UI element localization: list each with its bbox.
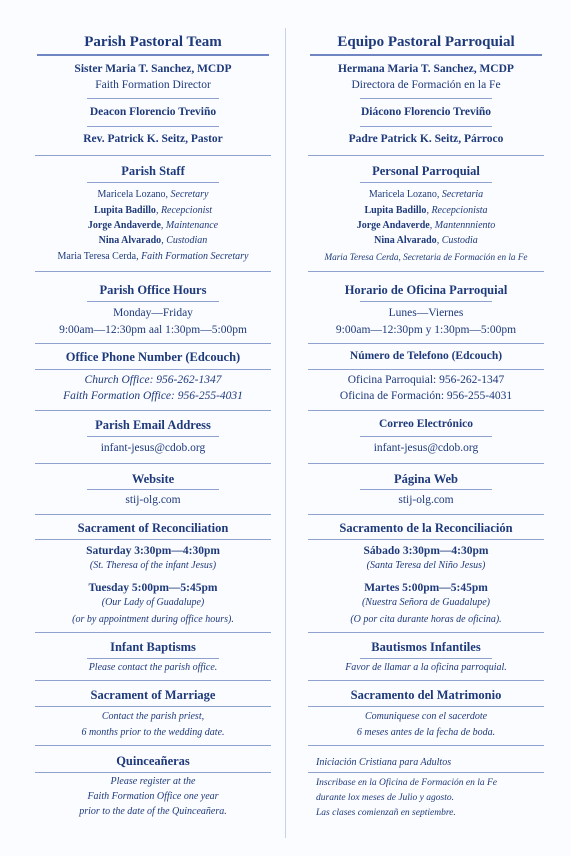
reconciliation-saturday-place: (Santa Teresa del Niño Jesus) [366, 560, 486, 571]
reconciliation-title: Sacramento de la Reconciliación [339, 521, 513, 535]
faith-formation-phone: Oficina de Formación: 956-255-4031 [339, 390, 513, 402]
adult-initiation-text-2: durante lox meses de Julio y agosto. [316, 793, 454, 803]
rule [35, 155, 271, 156]
website-url: stij-olg.com [125, 494, 181, 506]
rule [87, 182, 219, 183]
rule [308, 706, 544, 707]
rule [35, 745, 271, 746]
rule [308, 410, 544, 411]
staff-member: Maria Teresa Cerda, Faith Formation Secretary [57, 251, 249, 262]
office-hours-time: 9:00am—12:30pm y 1:30pm—5:00pm [335, 324, 517, 336]
rule [308, 539, 544, 540]
rule [87, 436, 219, 437]
rule [35, 772, 271, 773]
rule [308, 632, 544, 633]
baptisms-title: Bautismos Infantiles [371, 640, 481, 654]
marriage-text-2: 6 meses antes de la fecha de boda. [356, 727, 496, 738]
rule [35, 632, 271, 633]
email-address: infant-jesus@cdob.org [373, 442, 479, 454]
adult-initiation-text-3: Las clases comienzañ en septiembre. [316, 808, 456, 818]
rule [308, 343, 544, 344]
reconciliation-title: Sacrament of Reconciliation [77, 521, 229, 535]
rule [87, 658, 219, 659]
rule [360, 182, 492, 183]
quinceanera-title: Quinceañeras [116, 754, 190, 768]
rule [308, 514, 544, 515]
rule [360, 489, 492, 490]
quinceanera-text-2: Faith Formation Office one year [87, 791, 219, 802]
rule [35, 514, 271, 515]
quinceanera-text-3: prior to the date of the Quinceañera. [79, 806, 227, 817]
email-title: Correo Electrónico [379, 418, 473, 430]
reconciliation-appointment: (O por cita durante horas de oficina). [350, 614, 502, 625]
deacon-name: Diácono Florencio Treviño [360, 106, 492, 118]
faith-formation-phone: Faith Formation Office: 956-255-4031 [63, 390, 243, 402]
rule [308, 369, 544, 370]
rule [87, 126, 219, 127]
staff-title: Personal Parroquial [372, 164, 480, 178]
rule [87, 98, 219, 99]
rule [35, 343, 271, 344]
baptisms-text: Please contact the parish office. [88, 662, 218, 673]
director-role: Directora de Formación en la Fe [351, 79, 501, 91]
rule [35, 410, 271, 411]
phone-title: Office Phone Number (Edcouch) [65, 350, 241, 364]
staff-title: Parish Staff [121, 164, 185, 178]
rule [360, 301, 492, 302]
director-name: Hermana Maria T. Sanchez, MCDP [338, 63, 514, 75]
pastor-name: Rev. Patrick K. Seitz, Pastor [83, 133, 223, 145]
marriage-title: Sacrament of Marriage [90, 688, 216, 702]
rule [308, 271, 544, 272]
staff-member: Nina Alvarado, Custodia [374, 235, 478, 246]
staff-member: Lupita Badillo, Recepcionist [93, 205, 213, 216]
rule [308, 463, 544, 464]
office-hours-days: Monday—Friday [113, 307, 193, 319]
reconciliation-saturday-place: (St. Theresa of the infant Jesus) [89, 560, 217, 571]
baptisms-title: Infant Baptisms [110, 640, 196, 654]
staff-member: Maricela Lozano, Secretaria [368, 189, 484, 200]
rule [360, 658, 492, 659]
rule [35, 369, 271, 370]
rule [360, 436, 492, 437]
adult-initiation-text-1: Inscribase en la Oficina de Formación en la Fe [316, 778, 497, 788]
phone-title: Número de Telefono (Edcouch) [349, 350, 503, 362]
rule [308, 680, 544, 681]
staff-member: Lupita Badillo, Recepcionista [364, 205, 488, 216]
director-name: Sister Maria T. Sanchez, MCDP [74, 63, 232, 75]
website-title: Página Web [393, 472, 459, 486]
adult-initiation-title: Iniciación Cristiana para Adultos [316, 757, 452, 768]
staff-member: Jorge Andaverde, Mantennniento [356, 220, 496, 231]
rule [35, 706, 271, 707]
reconciliation-saturday: Saturday 3:30pm—4:30pm [86, 545, 220, 557]
rule [310, 54, 542, 56]
quinceanera-text-1: Please register at the [110, 776, 196, 787]
rule [308, 155, 544, 156]
rule [360, 126, 492, 127]
pastor-name: Padre Patrick K. Seitz, Párroco [348, 133, 504, 145]
email-address: infant-jesus@cdob.org [100, 442, 206, 454]
website-url: stij-olg.com [398, 494, 454, 506]
email-title: Parish Email Address [95, 418, 211, 432]
staff-member: Nina Alvarado, Custodian [98, 235, 208, 246]
director-role: Faith Formation Director [95, 79, 211, 91]
rule [87, 489, 219, 490]
reconciliation-tuesday-place: (Nuestra Señora de Guadalupe) [361, 597, 491, 608]
office-hours-time: 9:00am—12:30pm aal 1:30pm—5:00pm [59, 324, 247, 336]
pastoral-team-title: Parish Pastoral Team [84, 34, 222, 50]
reconciliation-tuesday-place: (Our Lady of Guadalupe) [101, 597, 205, 608]
baptisms-text: Favor de llamar a la oficina parroquial. [345, 662, 507, 673]
staff-member: Maria Teresa Cerda, Secretaria de Formación en la Fe [324, 252, 528, 262]
rule [35, 463, 271, 464]
deacon-name: Deacon Florencio Treviño [89, 106, 217, 118]
office-hours-title: Parish Office Hours [99, 283, 207, 297]
rule [35, 271, 271, 272]
staff-member: Jorge Andaverde, Maintenance [87, 220, 219, 231]
rule [308, 745, 544, 746]
reconciliation-tuesday: Tuesday 5:00pm—5:45pm [88, 582, 218, 594]
office-hours-days: Lunes—Viernes [388, 307, 464, 319]
reconciliation-appointment: (or by appointment during office hours). [72, 614, 234, 625]
rule [87, 301, 219, 302]
church-office-phone: Church Office: 956-262-1347 [84, 374, 222, 386]
rule [308, 772, 544, 773]
rule [37, 54, 269, 56]
reconciliation-tuesday: Martes 5:00pm—5:45pm [364, 582, 488, 594]
marriage-text-1: Comuniquese con el sacerdote [364, 711, 488, 722]
marriage-text-1: Contact the parish priest, [101, 711, 205, 722]
website-title: Website [131, 472, 175, 486]
reconciliation-saturday: Sábado 3:30pm—4:30pm [363, 545, 489, 557]
marriage-text-2: 6 months prior to the wedding date. [81, 727, 225, 738]
marriage-title: Sacramento del Matrimonio [350, 688, 502, 702]
office-hours-title: Horario de Oficina Parroquial [344, 283, 508, 297]
church-office-phone: Oficina Parroquial: 956-262-1347 [347, 374, 505, 386]
column-divider [285, 28, 286, 838]
staff-member: Maricela Lozano, Secretary [97, 189, 209, 200]
rule [35, 680, 271, 681]
rule [360, 98, 492, 99]
pastoral-team-title: Equipo Pastoral Parroquial [337, 34, 515, 50]
rule [35, 539, 271, 540]
